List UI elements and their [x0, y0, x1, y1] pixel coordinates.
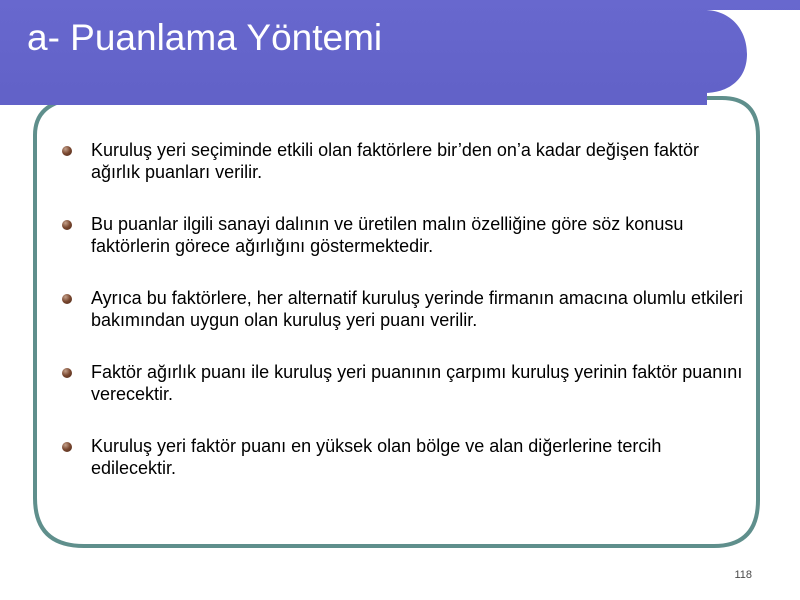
bullet-icon [62, 442, 72, 452]
bullet-item [60, 361, 744, 405]
bullet-icon [62, 146, 72, 156]
bullet-text: Ayrıca bu faktörlere, her alternatif kuruluş yerinde firmanın amacına olumlu etkileri bakımından uygun olan kuruluş yeri puanı verilir. [91, 288, 743, 330]
bullet-icon [62, 220, 72, 230]
bullet-text: Bu puanlar ilgili sanayi dalının ve üretilen malın özelliğine göre söz konusu faktörlerin görece ağırlığını göstermektedir. [91, 214, 684, 256]
slide-title: a- Puanlama Yöntemi [27, 17, 383, 58]
bullet-item [60, 435, 744, 479]
bullet-text: Kuruluş yeri faktör puanı en yüksek olan bölge ve alan diğerlerine tercih edilecektir. [91, 436, 662, 478]
title-bar-rule [0, 93, 707, 105]
bullet-text: Kuruluş yeri seçiminde etkili olan faktörlere bir’den on’a kadar değişen faktör ağırlık puanları verilir. [91, 140, 699, 182]
bullet-icon [62, 294, 72, 304]
bullet-list [60, 139, 744, 509]
page-number: 118 [734, 569, 752, 581]
bullet-icon [62, 368, 72, 378]
bullet-item [60, 287, 744, 331]
bullet-text: Faktör ağırlık puanı ile kuruluş yeri puanının çarpımı kuruluş yerinin faktör puanını verecektir. [91, 362, 743, 404]
bullet-item [60, 213, 744, 257]
bullet-item [60, 139, 744, 183]
